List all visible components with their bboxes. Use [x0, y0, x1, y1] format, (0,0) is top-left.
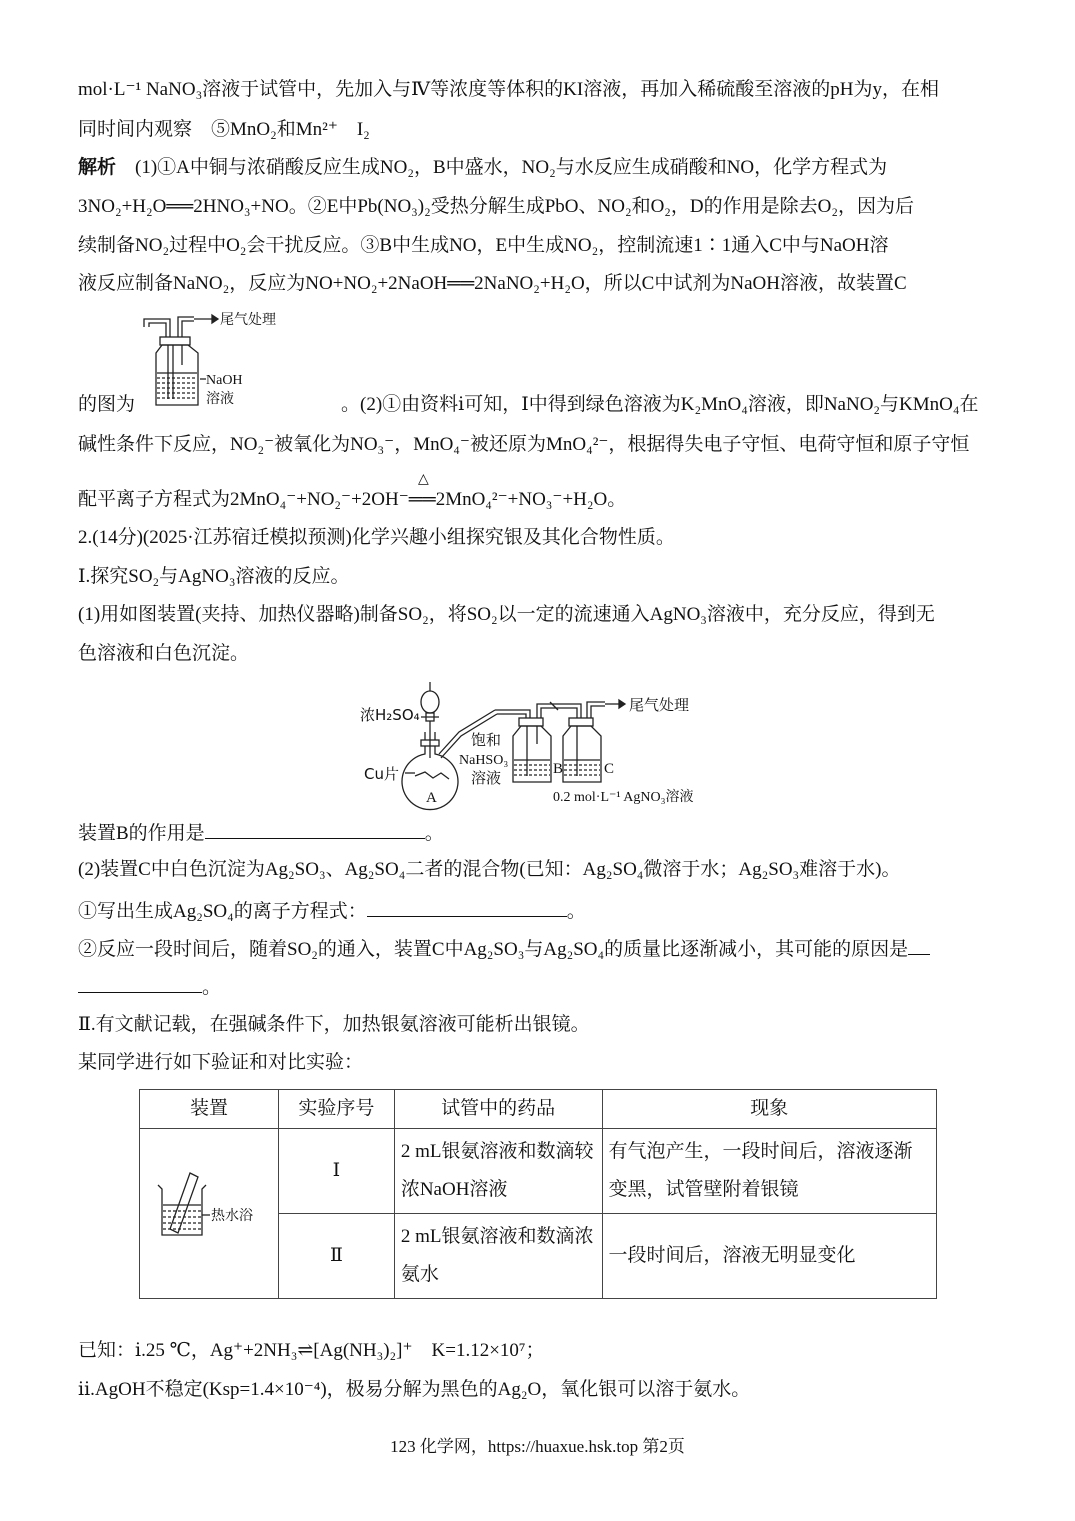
apparatus-figure	[355, 680, 725, 812]
naoh-label: NaOH	[206, 373, 243, 388]
phenomenon-cell-1: 有气泡产生，一段时间后，溶液逐渐变黑，试管壁附着银镜	[602, 1129, 936, 1214]
question-reason-text: ②反应一段时间后，随着SO₂的通入，装置C中Ag₂SO₃与Ag₂SO₄的质量比逐渐减小，其可能的原因是	[78, 939, 909, 960]
answer-blank-1[interactable]	[205, 818, 425, 839]
tail-gas-label: 尾气处理	[220, 312, 276, 328]
text-line-6: 液反应制备NaNO₂，反应为NO+NO₂+2NaOH══2NaNO₂+H₂O，所以C中试剂为NaOH溶液，故装置C	[78, 273, 907, 294]
part-1-title: Ⅰ.探究SO₂与AgNO₃溶液的反应。	[78, 566, 350, 587]
text-line-15: (2)装置C中白色沉淀为Ag₂SO₃、Ag₂SO₄二者的混合物(已知：Ag₂SO₄微溶于水；Ag₂SO₃难溶于水)。	[78, 859, 901, 880]
experiment-id-2: Ⅱ	[278, 1214, 394, 1299]
question-2-title: 2.(14分)(2025·江苏宿迁模拟预测)化学兴趣小组探究银及其化合物性质。	[78, 527, 675, 548]
water-bath-figure	[150, 1167, 268, 1247]
answer-blank-3b[interactable]	[78, 972, 202, 993]
analysis-label: 解析	[78, 157, 117, 178]
text-line-12: (1)用如图装置(夹持、加热仪器略)制备SO₂，将SO₂以一定的流速通入AgNO₃溶液中，充分反应，得到无	[78, 604, 935, 625]
period-3: 。	[202, 977, 222, 998]
heat-condition: △	[418, 472, 429, 487]
question-b-text: 装置B的作用是	[78, 823, 205, 844]
text-line-4: 3NO₂+H₂O══2HNO₃+NO。②E中Pb(NO₃)₂受热分解生成PbO、NO₂和O₂，D的作用是除去O₂，因为后	[78, 196, 915, 217]
question-ion-text: ①写出生成Ag₂SO₄的离子方程式：	[78, 901, 367, 922]
table-row	[140, 1129, 937, 1214]
question-b-function	[78, 818, 998, 847]
tail-gas-label-2: 尾气处理	[629, 696, 690, 714]
answer-blank-2[interactable]	[367, 896, 567, 917]
flask-a-label: A	[426, 790, 437, 806]
analysis-text: (1)①A中铜与浓硝酸反应生成NO₂，B中盛水，NO₂与水反应生成硝酸和NO，化学方程式为	[116, 157, 888, 178]
apparatus-cell	[140, 1129, 279, 1299]
answer-line-reason	[78, 972, 998, 1001]
b-label-1: 饱和	[471, 731, 502, 749]
period-2: 。	[566, 901, 586, 922]
text-line-7b: 。(2)①由资料ⅰ可知，Ⅰ中得到绿色溶液为K₂MnO₄溶液，即NaNO₂与KMnO₄在	[341, 394, 979, 415]
cu-label: Cu片	[364, 765, 399, 783]
text-line-5: 续制备NO₂过程中O₂会干扰反应。③B中生成NO，E中生成NO₂，控制流速1∶1通入C中与NaOH溶	[78, 235, 889, 256]
drug-cell-1: 2 mL银氨溶液和数滴较浓NaOH溶液	[394, 1129, 602, 1214]
text-line-8: 碱性条件下反应，NO₂⁻被氧化为NO₃⁻，MnO₄⁻被还原为MnO₄²⁻，根据得失电子守恒、电荷守恒和原子守恒	[78, 434, 970, 455]
drug-cell-2: 2 mL银氨溶液和数滴浓氨水	[394, 1214, 602, 1299]
question-reason	[78, 934, 998, 963]
experiment-id-1: Ⅰ	[278, 1129, 394, 1214]
question-ion-equation	[78, 896, 998, 925]
known-line-2: ⅱ.AgOH不稳定(Ksp=1.4×10⁻⁴)，极易分解为黑色的Ag₂O，氧化银可以溶于氨水。	[78, 1379, 751, 1400]
agno3-label: 0.2 mol·L⁻¹ AgNO₃溶液	[553, 790, 694, 805]
text-line-13: 色溶液和白色沉淀。	[78, 643, 250, 664]
text-line-2: 同时间内观察 ⑤MnO₂和Mn²⁺ I₂	[78, 119, 370, 140]
bottle-c-letter: C	[604, 761, 615, 777]
text-line-1: mol·L⁻¹ NaNO₃溶液于试管中，先加入与Ⅳ等浓度等体积的KI溶液，再加入稀硫酸至溶液的pH为y，在相	[78, 79, 939, 100]
header-phenomenon: 现象	[602, 1090, 936, 1129]
analysis-line	[78, 155, 998, 181]
text-line-20: 某同学进行如下验证和对比实验：	[78, 1052, 364, 1073]
header-experiment-number: 实验序号	[278, 1090, 394, 1129]
bottle-b-letter: B	[553, 761, 564, 777]
table-header-row	[140, 1090, 937, 1129]
acid-label: 浓H₂SO₄	[360, 706, 420, 724]
experiment-table	[139, 1089, 937, 1299]
header-drugs: 试管中的药品	[394, 1090, 602, 1129]
period-1: 。	[424, 823, 444, 844]
b-label-2: NaHSO₃	[459, 753, 509, 768]
solution-label: 溶液	[206, 391, 234, 407]
text-line-7	[78, 392, 998, 418]
b-label-3: 溶液	[471, 769, 502, 787]
page-footer: 123 化学网，https://huaxue.hsk.top 第2页	[390, 1437, 685, 1456]
text-line-9: 配平离子方程式为2MnO₄⁻+NO₂⁻+2OH⁻══2MnO₄²⁻+NO₃⁻+H₂O。	[78, 489, 627, 510]
answer-blank-3a[interactable]	[908, 934, 930, 955]
header-apparatus: 装置	[140, 1090, 279, 1129]
known-line-1: 已知：ⅰ.25 ℃，Ag⁺+2NH₃⇌[Ag(NH₃)₂]⁺ K=1.12×10⁷；	[78, 1340, 545, 1361]
text-line-7a: 的图为	[78, 394, 136, 415]
phenomenon-cell-2: 一段时间后，溶液无明显变化	[602, 1214, 936, 1299]
part-2-title: Ⅱ.有文献记载，在强碱条件下，加热银氨溶液可能析出银镜。	[78, 1014, 590, 1035]
hot-water-bath-label: 热水浴	[210, 1207, 253, 1224]
